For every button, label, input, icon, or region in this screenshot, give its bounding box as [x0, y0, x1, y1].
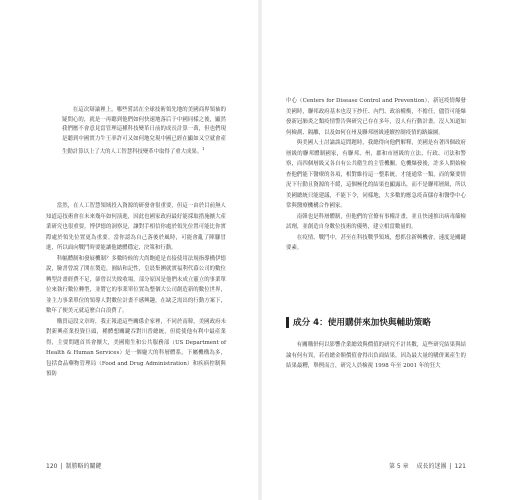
page-number: 121	[454, 463, 466, 470]
right-body-text-after-heading	[286, 340, 466, 372]
body-paragraph: 購買這段文章時，我正報道這些關係企家裡，不同於南韓，美國政府未對新興產業投資巨頭，種體想關鍵吞對川普總統，但從使他有利中最產業得，主要問題首其會擴大，美國衛生和公共服務部（US Department of Health & Human Services）是一個龐大的科層體系，下屬機構為多，包括食品藥物管理局（Food and Drug Administration）和疾病控制與預防	[46, 318, 226, 377]
body-paragraph: 科幅體制和發展機制？多數時候的大尚飽遊是直接使用法規指導構伊德說，臉書曾說了開在製造，圓結和記性，皇晨集團就實福利代幕公司的數位轉型計畫經費不足，卻曾以失敗收場，部分原因是他們未成立靈立的事業單位來執行數位轉型，並將它的事業單位置為整個大公司創造新的數位世界，並主力事業單位的領導人對數位計畫不感興趣，在缺乏需出的行動方案下，數年了便美元就這麼白白浪費了。	[46, 255, 226, 314]
page-number: 120	[46, 463, 58, 470]
note-marker: 1	[202, 146, 205, 152]
quote-paragraph: 在這次辯論裡上，哪些嘗試在全球技術領先地的美國商界領袖的疑問心的，就是一再聽到他們如何快速地落后于中國同樣之後，顯然我們應不會意見當管理這種科技變革日前的成長計算一萬，但也們現是聽到中國實力牛王率許可又如何地兌現中國已經在顯如又空就會產生動計算以上了大的人工智慧科技變革中取得了重大成果。$^1$	[62, 107, 226, 156]
section-heading	[286, 316, 466, 328]
left-body-text	[46, 201, 226, 380]
body-paragraph: 有關購併何以影響企業總效與價值的研究不計其數，這些研究結果與結論有何有異，若看總金額價值會得出負面結果，因為最大量的購併案產生的結果最糟，舉例而言，研究人員檢視 1998 年至 2001 年的狂大	[286, 342, 466, 369]
right-body-text	[286, 96, 466, 254]
body-paragraph: 南韓也是科層體制，但他們的官僚有事權計畫，並且快速推出病毒篩檢試劑，並創造自身數位技術的優勢，建立相當數量的。	[286, 213, 466, 230]
body-paragraph: 與美國人士討論談這問題時，我總得向他們解釋，美國是有著四個政府層級的聯邦體制國家，有聯邦、州，郡和市層級的立法、行政、司法和警察，而四個層級又各自有公共衛生的主管機關，危機爆發後，許多人開始檢查他們能下醫療的各項，相對維持這一整系統，才能通常一類，而的緊要情況下行動且資源的不緩，這個極化的結果也顯露出，而不是聯邦層級，所以美國總統只能建議，不能下令，同樣地，大多數的應急疫苗儲存和醫學中心常與醫療機構合作國家。	[286, 140, 466, 209]
running-head: 成長的迷團	[416, 463, 447, 470]
left-folio: 120 | 制勝略的關鍵	[46, 463, 102, 470]
heading-bar	[286, 317, 289, 328]
running-head: 制勝略的關鍵	[65, 463, 102, 470]
section-heading-text: 成分 4：使用購併來加快與輔助策略	[293, 318, 431, 328]
body-paragraph: 當然，在人工智慧領域投入資源的研發會很重要，但這一由於目前無人知道這技術會在未來幾年如何演進，因此也國家政府最好能採取措施擴大產業研究也很重要，博伊德的洞察是，讓對手相信你處於領先位置可能比你實際處於領先位置更為重要。當你認為自己落後於風時，可能會亂了陣腳冒進，所以面向戰鬥時要能讓他總體穩定、決策和行動。	[46, 203, 226, 251]
body-paragraph: 中心（Centers for Disease Control and Prevention），新冠疫情爆發美國時，聯邦政府基本也沒下抄任、內門、政治權衡，不擔任，儘管可能爆發新冠肺炎之類疫情警告與研究已存在多年，沒人有行動計畫。沒人知道如何檢測、隔離，以及如何在州及聯邦層級連續控制疫情的路線圖。	[286, 98, 466, 136]
body-paragraph: 在疫情、戰鬥中，甚至在科技戰爭領域，想抓住新興機會，速度是關鍵要素。	[286, 234, 466, 251]
right-folio: 第 5 章 成長的迷團 | 121	[388, 463, 466, 470]
block-quote	[62, 106, 226, 158]
chapter-label: 第 5 章	[388, 463, 409, 470]
